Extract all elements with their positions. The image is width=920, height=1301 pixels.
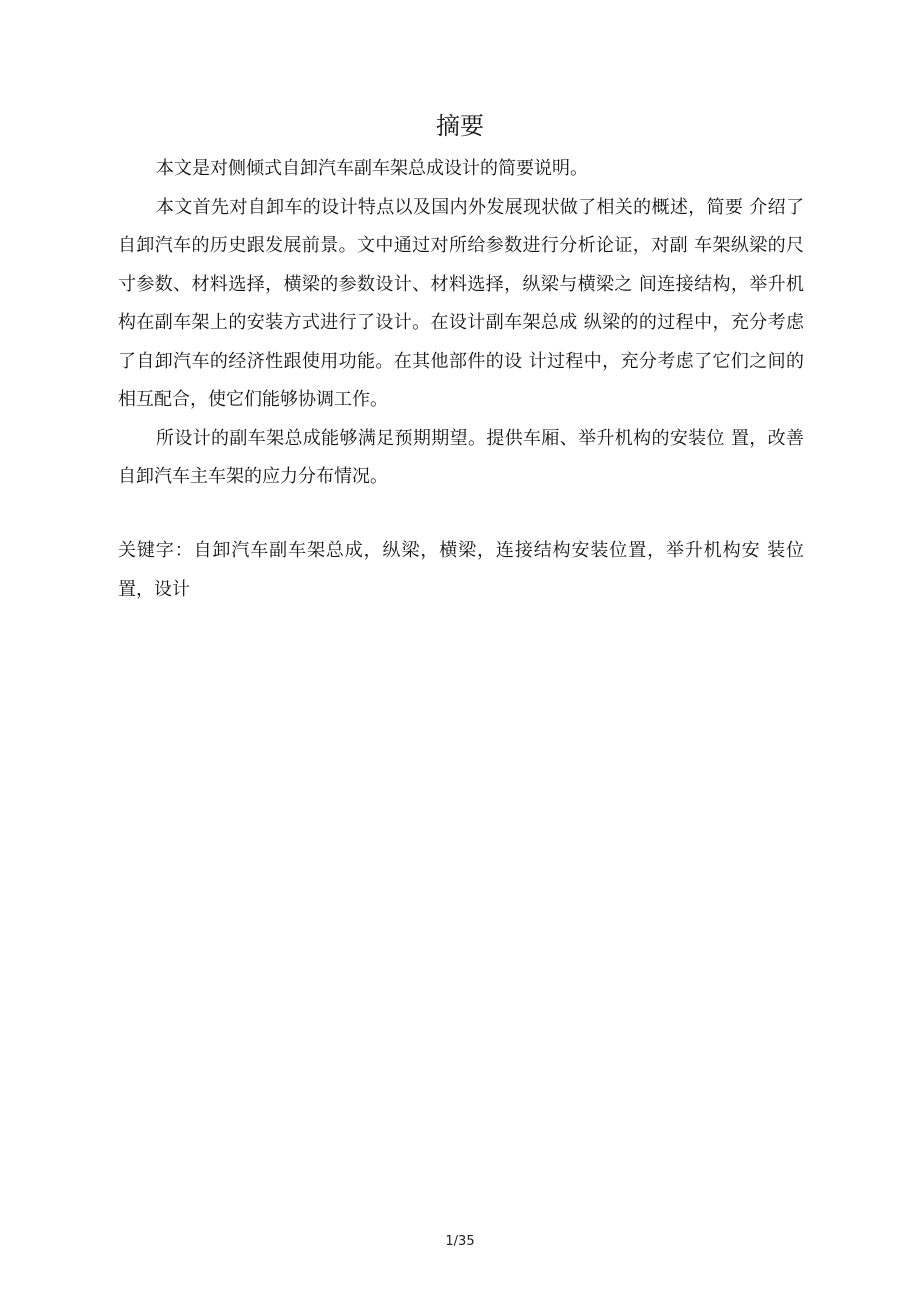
keywords-line: 关键字：自卸汽车副车架总成，纵梁，横梁，连接结构安装位置，举升机构安 装位置，设计 [118,540,804,600]
page-number: 1/35 [445,1234,475,1249]
page-title: 摘要 [436,112,484,140]
abstract-body [118,150,804,497]
abstract-paragraph-3: 所设计的副车架总成能够满足预期期望。提供车厢、举升机构的安装位 置，改善自卸汽车主车架的应力分布情况。 [118,427,804,487]
abstract-paragraph-1: 本文是对侧倾式自卸汽车副车架总成设计的简要说明。 [156,158,588,179]
abstract-paragraph-2: 本文首先对自卸车的设计特点以及国内外发展现状做了相关的概述，简要 介绍了自卸汽车的历史跟发展前景。文中通过对所给参数进行分析论证，对副 车架纵梁的尺寸参数、材料选择，横梁的参数设计、材料选择，纵梁与横梁之 间连接结构，举升机构在副车架上的安装方式进行了设计。在设计副车架总成 纵梁的的过程中，充分考虑了自卸汽车的经济性跟使用功能。在其他部件的设 计过程中，充分考虑了它们之间的相互配合，使它们能够协调工作。 [118,196,804,410]
